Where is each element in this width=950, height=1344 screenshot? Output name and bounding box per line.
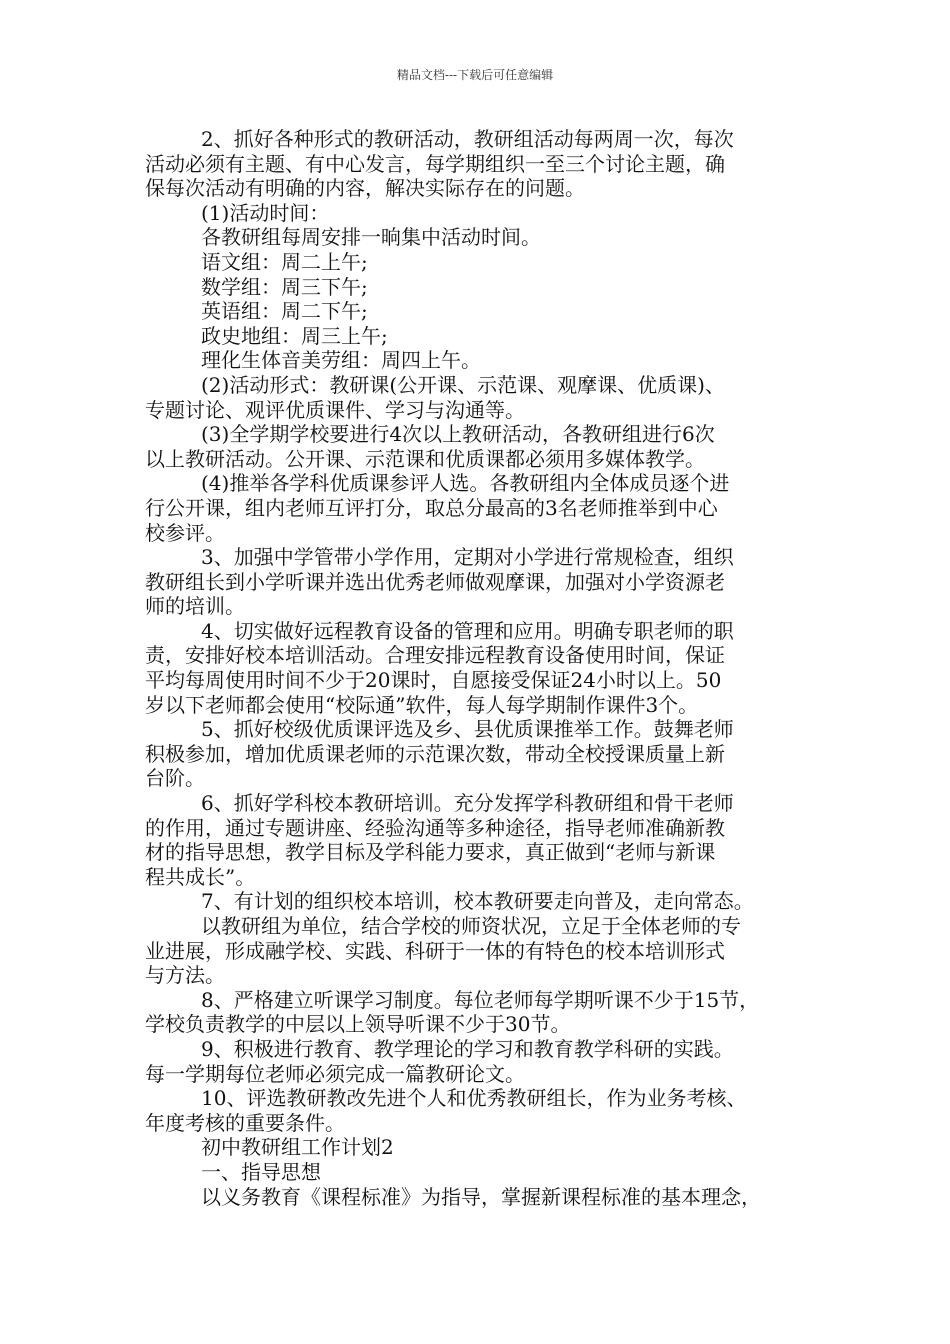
text-line: 理化生体音美劳组：周四上午。 bbox=[201, 348, 481, 373]
text-line: 材的指导思想，教学目标及学科能力要求，真正做到“老师与新课 bbox=[145, 840, 716, 865]
text-line: 以上教研活动。公开课、示范课和优质课都必须用多媒体教学。 bbox=[145, 446, 705, 471]
text-line: 2、抓好各种形式的教研活动，教研组活动每两周一次，每次 bbox=[201, 127, 734, 151]
text-line: 程共成长”。 bbox=[145, 864, 256, 889]
page-header: 精品文档---下载后可任意编辑 bbox=[396, 68, 554, 82]
text-line: 数学组：周三下午; bbox=[201, 274, 368, 299]
document-body bbox=[145, 127, 810, 1209]
text-line: (2)活动形式：教研课(公开课、示范课、观摩课、优质课)、 bbox=[201, 372, 725, 397]
text-line: 语文组：周二上午; bbox=[201, 249, 368, 274]
text-line: 3、加强中学管带小学作用，定期对小学进行常规检查，组织 bbox=[201, 545, 734, 570]
text-line: 台阶。 bbox=[145, 766, 205, 791]
text-line: 保每次活动有明确的内容，解决实际存在的问题。 bbox=[145, 176, 585, 201]
text-line: 以义务教育《课程标准》为指导，掌握新课程标准的基本理念， bbox=[201, 1184, 761, 1209]
text-line: 8、严格建立听课学习制度。每位老师每学期听课不少于15节， bbox=[201, 987, 760, 1012]
text-line: 积极参加，增加优质课老师的示范课次数，带动全校授课质量上新 bbox=[145, 741, 725, 766]
text-line: 一、指导思想 bbox=[201, 1159, 321, 1184]
text-line: (1)活动时间： bbox=[201, 200, 330, 225]
text-line: 7、有计划的组织校本培训，校本教研要走向普及，走向常态。 bbox=[201, 889, 754, 914]
text-line: 教研组长到小学听课并选出优秀老师做观摩课，加强对小学资源老 bbox=[145, 569, 725, 594]
text-line: 4、切实做好远程教育设备的管理和应用。明确专职老师的职 bbox=[201, 618, 734, 643]
text-line: 责，安排好校本培训活动。合理安排远程教育设备使用时间，保证 bbox=[145, 643, 725, 668]
text-line: 校参评。 bbox=[145, 520, 225, 545]
text-line: 初中教研组工作计划2 bbox=[201, 1135, 394, 1160]
text-line: 的作用，通过专题讲座、经验沟通等多种途径，指导老师准确新教 bbox=[145, 815, 725, 840]
text-line: 以教研组为单位，结合学校的师资状况，立足于全体老师的专 bbox=[201, 914, 741, 938]
text-line: 每一学期每位老师必须完成一篇教研论文。 bbox=[145, 1061, 525, 1086]
text-line: 师的培训。 bbox=[145, 594, 245, 619]
text-line: 业进展，形成融学校、实践、科研于一体的有特色的校本培训形式 bbox=[145, 938, 725, 963]
text-line: 岁以下老师都会使用“校际通”软件，每人每学期制作课件3个。 bbox=[145, 692, 699, 717]
text-line: 5、抓好校级优质课评选及乡、县优质课推举工作。鼓舞老师 bbox=[201, 717, 734, 742]
text-line: 10、评选教研教改先进个人和优秀教研组长，作为业务考核、 bbox=[201, 1086, 747, 1111]
text-line: 英语组：周二下午; bbox=[201, 299, 368, 324]
text-line: (3)全学期学校要进行4次以上教研活动，各教研组进行6次 bbox=[201, 422, 715, 447]
text-line: 活动必须有主题、有中心发言，每学期组织一至三个讨论主题，确 bbox=[145, 151, 725, 176]
text-line: 各教研组每周安排一晌集中活动时间。 bbox=[201, 225, 541, 250]
text-line: 学校负责教学的中层以上领导听课不少于30节。 bbox=[145, 1012, 571, 1037]
text-line: 政史地组：周三上午; bbox=[201, 323, 388, 348]
text-line: 6、抓好学科校本教研培训。充分发挥学科教研组和骨干老师 bbox=[201, 791, 734, 816]
text-line: 9、积极进行教育、教学理论的学习和教育教学科研的实践。 bbox=[201, 1036, 734, 1061]
text-line: 与方法。 bbox=[145, 963, 225, 988]
text-line: 行公开课，组内老师互评打分，取总分最高的3名老师推举到中心 bbox=[145, 495, 718, 520]
text-line: (4)推举各学科优质课参评人选。各教研组内全体成员逐个进 bbox=[201, 471, 730, 496]
text-line: 年度考核的重要条件。 bbox=[145, 1110, 345, 1135]
text-line: 平均每周使用时间不少于20课时，自愿接受保证24小时以上。50 bbox=[145, 668, 722, 693]
text-line: 专题讨论、观评优质课件、学习与沟通等。 bbox=[145, 397, 525, 422]
